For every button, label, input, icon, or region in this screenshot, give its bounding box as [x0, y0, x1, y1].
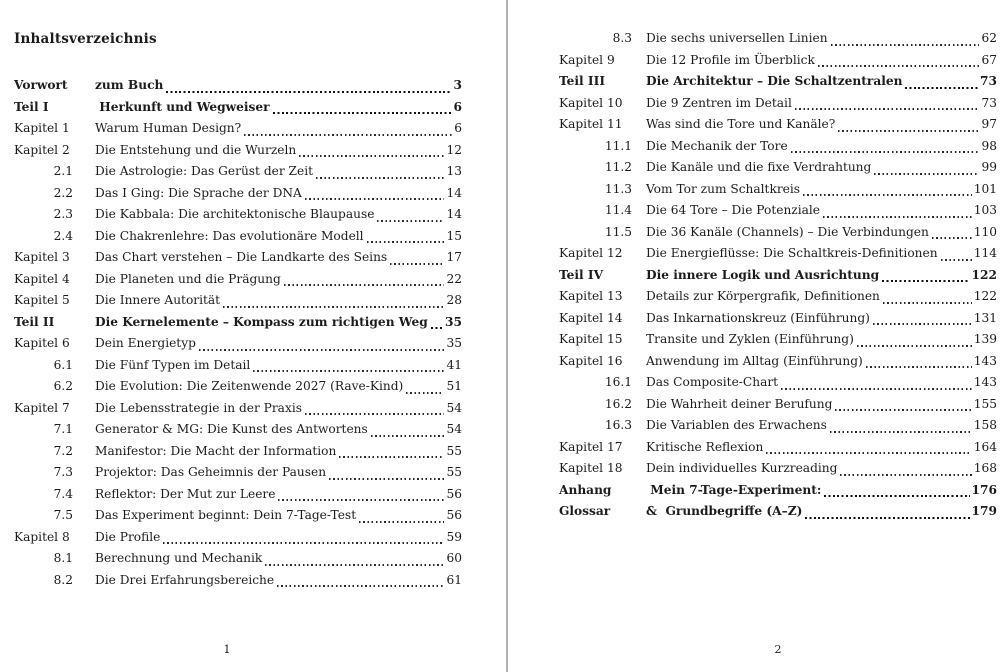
- toc-entry-title: Das Composite-Chart: [646, 375, 779, 389]
- toc-entry-title: Die Drei Erfahrungsbereiche: [95, 572, 275, 587]
- dot-leader: [857, 345, 972, 347]
- toc-entry-page-number: 56: [446, 508, 462, 522]
- dot-leader: [305, 413, 445, 415]
- dot-leader: [766, 452, 971, 454]
- toc-entry-title: Manifestor: Die Macht der Information: [95, 443, 337, 458]
- toc-entry-page-number: 179: [971, 504, 997, 518]
- toc-entry-label: Kapitel 7: [14, 400, 70, 415]
- toc-page-2: [508, 0, 1000, 672]
- toc-entry[interactable]: [14, 376, 462, 398]
- dot-leader: [273, 112, 452, 114]
- toc-entry-label: Kapitel 11: [559, 117, 623, 131]
- toc-entry-page-number: 143: [973, 375, 997, 389]
- dot-leader: [830, 431, 972, 433]
- toc-entry-label: Kapitel 18: [559, 461, 623, 475]
- toc-entry-title: Anwendung im Alltag (Einführung): [646, 353, 863, 368]
- dot-leader: [316, 177, 444, 179]
- toc-entry[interactable]: [14, 570, 462, 592]
- toc-entry-page-number: 139: [973, 332, 997, 346]
- toc-entry[interactable]: [14, 226, 462, 248]
- toc-entry-label: 7.4: [53, 486, 73, 501]
- toc-entry-page-number: 35: [445, 314, 462, 329]
- dot-leader: [284, 284, 445, 286]
- toc-entry-title: Die Astrologie: Das Gerüst der Zeit: [95, 164, 314, 178]
- dot-leader: [223, 306, 444, 308]
- toc-entry[interactable]: [559, 437, 997, 459]
- toc-entry-title: Die Kabbala: Die architektonische Blaupause: [95, 207, 375, 221]
- toc-entry[interactable]: [14, 312, 462, 334]
- dot-leader: [406, 392, 444, 394]
- dot-leader: [329, 478, 444, 480]
- toc-entry-title: Die 9 Zentren im Detail: [646, 95, 792, 110]
- toc-entry-page-number: 6: [453, 99, 462, 114]
- toc-entry-label: 11.5: [604, 224, 632, 239]
- toc-entry-label: 8.1: [53, 551, 73, 565]
- toc-entry-page-number: 143: [973, 353, 997, 368]
- toc-entry-page-number: 62: [981, 31, 997, 45]
- dot-leader: [795, 108, 980, 110]
- toc-entry-label: 2.3: [53, 207, 73, 221]
- toc-entry-page-number: 55: [446, 443, 462, 458]
- toc-entry-page-number: 122: [973, 289, 997, 303]
- dot-leader: [367, 241, 445, 243]
- toc-heading: Inhaltsverzeichnis: [14, 31, 157, 47]
- toc-entry-title: Warum Human Design?: [95, 121, 242, 135]
- toc-entry-label: 16.1: [604, 375, 632, 389]
- toc-entry-title: zum Buch: [95, 78, 164, 92]
- toc-entry[interactable]: [14, 505, 462, 527]
- toc-entry-page-number: 55: [446, 465, 462, 479]
- toc-entry-title: Transite und Zyklen (Einführung): [646, 332, 854, 346]
- toc-entry-label: Kapitel 4: [14, 271, 70, 286]
- toc-entry-title: Die Architektur – Die Schaltzentralen: [646, 74, 903, 88]
- toc-entry-label: 11.1: [604, 138, 632, 153]
- toc-entry[interactable]: [14, 269, 462, 291]
- toc-entry-page-number: 97: [981, 117, 997, 131]
- toc-entry[interactable]: [559, 28, 997, 50]
- dot-leader: [265, 564, 444, 566]
- dot-leader: [791, 151, 980, 153]
- toc-entry[interactable]: [14, 204, 462, 226]
- toc-entry[interactable]: [14, 140, 462, 162]
- toc-entry-page-number: 98: [981, 138, 997, 153]
- dot-leader: [882, 280, 969, 282]
- toc-entry-page-number: 99: [981, 160, 997, 174]
- toc-entry-page-number: 110: [973, 224, 997, 239]
- dot-leader: [305, 198, 445, 200]
- toc-entry-label: 6.2: [53, 379, 73, 393]
- toc-entry-label: 7.1: [53, 422, 73, 436]
- dot-leader: [377, 220, 444, 222]
- toc-entry-title: Kritische Reflexion: [646, 439, 764, 454]
- toc-entry-label: 11.2: [604, 160, 632, 174]
- dot-leader: [866, 366, 972, 368]
- dot-leader: [874, 173, 979, 175]
- toc-entry[interactable]: [14, 419, 462, 441]
- toc-entry[interactable]: [14, 355, 462, 377]
- toc-entry-title: Die Variablen des Erwachens: [646, 418, 827, 432]
- toc-entry-title: Das I Ging: Die Sprache der DNA: [95, 185, 302, 200]
- toc-entry[interactable]: [559, 415, 997, 437]
- toc-entry-page-number: 168: [973, 461, 997, 475]
- toc-entry[interactable]: [559, 458, 997, 480]
- toc-entry-page-number: 28: [446, 293, 462, 307]
- toc-entry-title: Das Inkarnationskreuz (Einführung): [646, 310, 870, 325]
- toc-entry-title: Berechnung und Mechanik: [95, 551, 263, 565]
- toc-entry-label: 2.1: [53, 164, 73, 178]
- dot-leader: [824, 495, 969, 497]
- toc-entry[interactable]: [14, 527, 462, 549]
- dot-leader: [818, 65, 980, 67]
- toc-entry-title: Die Kanäle und die fixe Verdrahtung: [646, 160, 872, 174]
- toc-entry-page-number: 13: [446, 164, 462, 178]
- toc-entry[interactable]: [14, 398, 462, 420]
- toc-entry-label: 2.2: [53, 185, 73, 200]
- toc-entry[interactable]: [14, 183, 462, 205]
- toc-entry-page-number: 73: [981, 95, 997, 110]
- toc-entry-page-number: 67: [981, 52, 997, 67]
- toc-entry-page-number: 14: [446, 185, 462, 200]
- toc-entry-label: 16.3: [604, 418, 632, 432]
- toc-entry-title: Das Experiment beginnt: Dein 7-Tage-Test: [95, 508, 357, 522]
- dot-leader: [805, 517, 969, 519]
- toc-entry-page-number: 60: [446, 551, 462, 565]
- toc-entry[interactable]: [559, 243, 997, 265]
- toc-entry-title: Die Wahrheit deiner Berufung: [646, 396, 833, 411]
- toc-entry-title: Die Chakrenlehre: Das evolutionäre Modell: [95, 228, 364, 243]
- toc-entry-label: Kapitel 12: [559, 246, 623, 260]
- toc-entry[interactable]: [559, 93, 997, 115]
- toc-entry-label: Kapitel 13: [559, 289, 623, 303]
- toc-list-page-2: [559, 28, 997, 523]
- toc-entry-page-number: 103: [973, 203, 997, 217]
- dot-leader: [873, 323, 972, 325]
- toc-entry[interactable]: [559, 329, 997, 351]
- toc-entry-label: Kapitel 16: [559, 353, 623, 368]
- toc-entry[interactable]: [14, 247, 462, 269]
- toc-entry[interactable]: [559, 71, 997, 93]
- toc-entry[interactable]: [559, 286, 997, 308]
- toc-entry-label: 8.2: [53, 572, 73, 587]
- dot-leader: [835, 409, 971, 411]
- toc-entry-label: Kapitel 6: [14, 336, 70, 350]
- toc-entry[interactable]: [559, 136, 997, 158]
- toc-entry-label: Teil III: [559, 74, 606, 88]
- toc-entry-title: Die Planeten und die Prägung: [95, 271, 281, 286]
- dot-leader: [253, 370, 444, 372]
- toc-entry-title: Das Chart verstehen – Die Landkarte des Seins: [95, 250, 388, 264]
- toc-entry-title: Die innere Logik und Ausrichtung: [646, 267, 880, 282]
- toc-entry-title: Reflektor: Der Mut zur Leere: [95, 486, 276, 501]
- toc-entry-title: Die Innere Autorität: [95, 293, 221, 307]
- toc-entry[interactable]: [14, 462, 462, 484]
- dot-leader: [163, 542, 444, 544]
- dot-leader: [199, 349, 445, 351]
- toc-entry-page-number: 158: [973, 418, 997, 432]
- toc-entry-label: Kapitel 3: [14, 250, 70, 264]
- toc-entry-page-number: 15: [446, 228, 462, 243]
- toc-entry-label: Kapitel 10: [559, 95, 623, 110]
- toc-entry-label: Kapitel 5: [14, 293, 70, 307]
- toc-entry-label: 7.3: [53, 465, 73, 479]
- dot-leader: [883, 302, 972, 304]
- toc-entry[interactable]: [559, 179, 997, 201]
- toc-entry[interactable]: [559, 372, 997, 394]
- toc-entry[interactable]: [559, 222, 997, 244]
- toc-entry-page-number: 6: [454, 121, 462, 135]
- toc-entry-page-number: 155: [973, 396, 997, 411]
- toc-entry-title: Details zur Körpergrafik, Definitionen: [646, 289, 880, 303]
- dot-leader: [823, 216, 972, 218]
- dot-leader: [840, 474, 971, 476]
- dot-leader: [803, 194, 972, 196]
- toc-entry-page-number: 59: [446, 529, 462, 544]
- toc-entry-title: Die Lebensstrategie in der Praxis: [95, 400, 302, 415]
- toc-entry-label: Anhang: [559, 482, 612, 497]
- toc-entry-label: Kapitel 15: [559, 332, 623, 346]
- toc-entry-title: & Grundbegriffe (A–Z): [646, 504, 803, 518]
- toc-entry-label: Teil II: [14, 314, 55, 329]
- toc-entry-title: Dein individuelles Kurzreading: [646, 461, 838, 475]
- dot-leader: [339, 456, 444, 458]
- toc-entry[interactable]: [559, 308, 997, 330]
- toc-entry-page-number: 164: [973, 439, 997, 454]
- toc-entry-label: Kapitel 17: [559, 439, 623, 454]
- toc-entry[interactable]: [559, 265, 997, 287]
- toc-entry-page-number: 3: [453, 78, 462, 92]
- toc-entry-label: 8.3: [612, 31, 632, 45]
- toc-entry-label: 7.2: [53, 443, 73, 458]
- dot-leader: [359, 521, 444, 523]
- toc-entry[interactable]: [559, 157, 997, 179]
- toc-entry-label: 7.5: [53, 508, 73, 522]
- toc-entry-label: Kapitel 8: [14, 529, 70, 544]
- toc-entry-title: Die Energieflüsse: Die Schaltkreis-Definitionen: [646, 246, 938, 260]
- dot-leader: [838, 130, 979, 132]
- toc-entry[interactable]: [14, 161, 462, 183]
- toc-entry-title: Die 36 Kanäle (Channels) – Die Verbindungen: [646, 224, 929, 239]
- toc-entry-title: Die Entstehung und die Wurzeln: [95, 142, 297, 157]
- toc-entry-label: Vorwort: [14, 78, 68, 92]
- dot-leader: [244, 134, 452, 136]
- dot-leader: [781, 388, 972, 390]
- page-number-footer-1: 1: [223, 643, 231, 656]
- dot-leader: [299, 155, 444, 157]
- toc-entry-title: Generator & MG: Die Kunst des Antwortens: [95, 422, 368, 436]
- toc-entry-page-number: 41: [446, 357, 462, 372]
- toc-entry-title: Die Profile: [95, 529, 161, 544]
- toc-entry-page-number: 54: [446, 422, 462, 436]
- toc-entry-title: Die Mechanik der Tore: [646, 138, 788, 153]
- dot-leader: [277, 585, 444, 587]
- toc-entry-page-number: 176: [971, 482, 997, 497]
- toc-entry-page-number: 122: [971, 267, 997, 282]
- toc-entry[interactable]: [14, 290, 462, 312]
- toc-entry-title: Die sechs universellen Linien: [646, 31, 828, 45]
- toc-entry[interactable]: [559, 200, 997, 222]
- dot-leader: [941, 259, 972, 261]
- toc-list-page-1: [14, 75, 462, 591]
- toc-entry[interactable]: [14, 548, 462, 570]
- toc-entry-page-number: 14: [446, 207, 462, 221]
- toc-entry-label: Kapitel 9: [559, 52, 615, 67]
- toc-entry-title: Mein 7-Tage-Experiment:: [646, 482, 822, 497]
- toc-entry-page-number: 73: [980, 74, 997, 88]
- toc-entry-page-number: 54: [446, 400, 462, 415]
- toc-entry-title: Die Kernelemente – Kompass zum richtigen Weg: [95, 314, 428, 329]
- toc-entry[interactable]: [14, 441, 462, 463]
- dot-leader: [166, 91, 451, 93]
- toc-entry-page-number: 61: [446, 572, 462, 587]
- toc-entry[interactable]: [559, 394, 997, 416]
- dot-leader: [905, 87, 978, 89]
- dot-leader: [431, 327, 443, 329]
- toc-entry-page-number: 22: [446, 271, 462, 286]
- toc-entry-label: 11.3: [604, 181, 632, 196]
- toc-entry[interactable]: [14, 75, 462, 97]
- toc-entry[interactable]: [559, 501, 997, 523]
- toc-entry-title: Die Fünf Typen im Detail: [95, 357, 251, 372]
- toc-entry-title: Die 64 Tore – Die Potenziale: [646, 203, 820, 217]
- toc-entry[interactable]: [559, 480, 997, 502]
- toc-entry[interactable]: [559, 114, 997, 136]
- toc-entry-title: Dein Energietyp: [95, 336, 196, 350]
- page-number-footer-2: 2: [774, 643, 782, 656]
- toc-entry-title: Was sind die Tore und Kanäle?: [646, 117, 836, 131]
- toc-entry[interactable]: [14, 484, 462, 506]
- dot-leader: [932, 237, 972, 239]
- toc-entry-label: Glossar: [559, 504, 611, 518]
- toc-entry-label: Teil I: [14, 99, 49, 114]
- toc-entry-page-number: 51: [446, 379, 462, 393]
- toc-entry-page-number: 101: [973, 181, 997, 196]
- toc-entry[interactable]: [559, 351, 997, 373]
- toc-entry-label: Teil IV: [559, 267, 604, 282]
- toc-entry-label: 2.4: [53, 228, 73, 243]
- toc-entry-page-number: 35: [446, 336, 462, 350]
- toc-entry[interactable]: [14, 333, 462, 355]
- dot-leader: [831, 44, 980, 46]
- dot-leader: [390, 263, 444, 265]
- toc-entry[interactable]: [559, 50, 997, 72]
- toc-entry-label: 11.4: [604, 203, 632, 217]
- toc-entry[interactable]: [14, 97, 462, 119]
- toc-entry-page-number: 17: [446, 250, 462, 264]
- toc-entry-label: Kapitel 2: [14, 142, 70, 157]
- toc-entry[interactable]: [14, 118, 462, 140]
- toc-entry-page-number: 12: [446, 142, 462, 157]
- dot-leader: [371, 435, 445, 437]
- toc-entry-page-number: 56: [446, 486, 462, 501]
- toc-entry-label: Kapitel 1: [14, 121, 70, 135]
- toc-entry-title: Die Evolution: Die Zeitenwende 2027 (Rave-Kind): [95, 379, 404, 393]
- toc-entry-page-number: 114: [973, 246, 997, 260]
- toc-entry-label: 16.2: [604, 396, 632, 411]
- toc-entry-page-number: 131: [973, 310, 997, 325]
- toc-entry-title: Herkunft und Wegweiser: [95, 99, 270, 114]
- dot-leader: [278, 499, 444, 501]
- toc-entry-label: 6.1: [53, 357, 73, 372]
- toc-entry-title: Vom Tor zum Schaltkreis: [646, 181, 801, 196]
- toc-entry-title: Projektor: Das Geheimnis der Pausen: [95, 465, 327, 479]
- toc-entry-label: Kapitel 14: [559, 310, 623, 325]
- toc-entry-title: Die 12 Profile im Überblick: [646, 52, 815, 67]
